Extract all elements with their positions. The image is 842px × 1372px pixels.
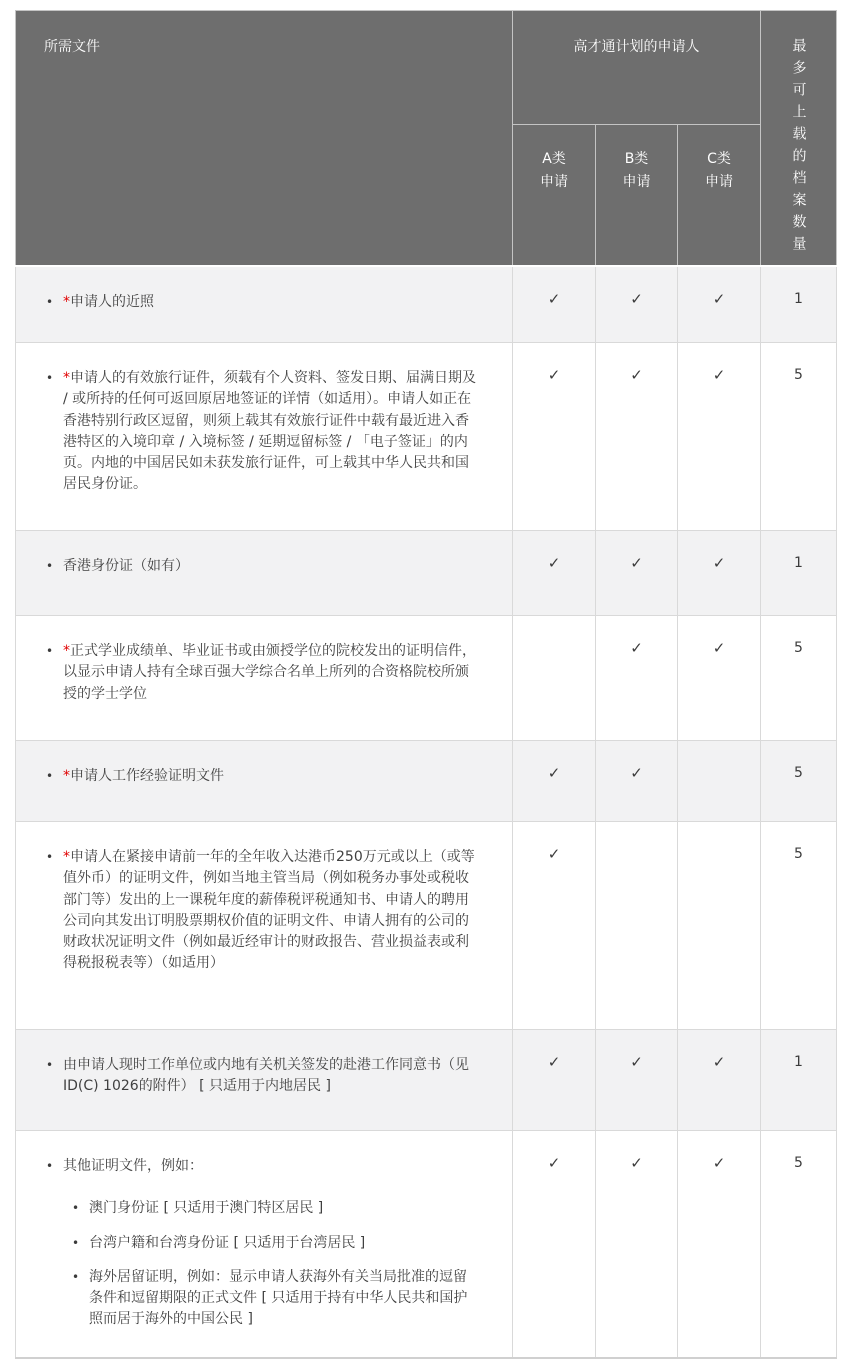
checkmark: ✓ [712,639,726,657]
sub-item-text: 台湾户籍和台湾身份证 [ 只适用于台湾居民 ] [89,1234,366,1251]
doc-cell [16,1131,513,1358]
type-c-line2: 申请 [705,174,733,191]
check-cell-c [678,531,761,616]
check-cell-a [513,741,596,822]
check-cell-b [596,343,678,531]
bullet-icon: • [72,1235,80,1250]
table-row [16,616,837,741]
max-files-value: 5 [794,1155,803,1171]
document-text [63,766,224,787]
document-label: 申请人的有效旅行证件，须载有个人资料、签发日期、届满日期及 / 或所持的任何可返回原居地签证的详情（如适用）。申请人如正在香港特别行政区逗留，则须上载其有效旅行证件中载有最近进入香港特区的入境印章 / 入境标签 / 延期逗留标签 / 「电子签证」的内页。内地的中国居民如未获发旅行证件，可上载其中华人民共和国居民身份证。 [63,370,476,493]
check-cell-c [678,616,761,741]
bullet-icon: • [46,1159,54,1173]
column-header-max-files [761,11,837,266]
max-files-value: 1 [794,1054,803,1070]
max-files-value: 5 [794,640,803,656]
document-text [63,641,478,705]
document-text [63,556,189,577]
checkmark: ✓ [547,366,561,384]
table-row [16,822,837,1030]
document-text [63,847,478,975]
requirements-table [15,10,837,1359]
max-files-value: 5 [794,367,803,383]
other-documents-sublist [72,1198,478,1330]
bullet-icon: • [46,559,54,573]
check-cell-b [596,1131,678,1358]
sub-list-item [72,1267,478,1331]
document-text [63,292,154,313]
checkmark: ✓ [630,1053,643,1071]
check-cell-a [513,616,596,741]
column-header-type-a [513,125,596,266]
document-label: 正式学业成绩单、毕业证书或由颁授学位的院校发出的证明信件，以显示申请人持有全球百强大学综合名单上所列的合资格院校所颁授的学士学位 [63,643,476,702]
check-cell-c [678,1131,761,1358]
doc-cell [16,343,513,531]
doc-cell [16,266,513,343]
checkmark: ✓ [630,289,643,308]
check-cell-a [513,822,596,1030]
required-asterisk: * [63,643,70,659]
column-header-type-b [596,125,678,266]
bullet-icon: • [72,1269,80,1284]
bullet-icon: • [46,1058,54,1072]
column-header-applicants-group: 高才通计划的申请人 [513,11,761,125]
check-cell-b [596,741,678,822]
check-cell-b [596,531,678,616]
doc-cell [16,741,513,822]
check-cell-c [678,741,761,822]
check-cell-a [513,1131,596,1358]
table-row [16,1030,837,1131]
check-cell-a [513,1030,596,1131]
table-row [16,531,837,616]
max-files-value: 5 [794,846,803,862]
check-cell-c [678,343,761,531]
bullet-icon: • [46,294,54,309]
type-b-line1: B类 [624,151,649,167]
check-cell-c [678,266,761,343]
required-asterisk: * [63,370,70,386]
doc-cell [16,531,513,616]
column-header-type-c [678,125,761,266]
doc-cell [16,616,513,741]
max-files-cell [761,822,837,1030]
check-cell-a [513,266,596,343]
checkmark: ✓ [712,1154,726,1172]
bullet-icon: • [46,371,54,385]
document-label: 申请人的近照 [70,293,154,310]
doc-cell [16,822,513,1030]
required-asterisk: * [63,849,70,865]
check-cell-b [596,1030,678,1131]
max-files-vertical-label: 最多可上载的档案数量 [790,38,807,258]
table-row [16,343,837,531]
required-asterisk: * [63,293,70,310]
check-cell-a [513,343,596,531]
document-label: 申请人工作经验证明文件 [70,768,224,784]
document-text [63,368,478,496]
max-files-value: 1 [794,555,803,571]
bullet-icon: • [46,644,54,658]
document-text [63,1156,203,1177]
checkmark: ✓ [712,289,726,308]
checkmark: ✓ [630,554,643,572]
sub-list-item [72,1198,478,1219]
table-row [16,741,837,822]
required-asterisk: * [63,768,70,784]
document-label: 申请人在紧接申请前一年的全年收入达港币250万元或以上（或等值外币）的证明文件，例如当地主管当局（例如税务办事处或税收部门等）发出的上一课税年度的薪俸税评税通知书、申请人的聘用公司向其发出订明股票期权价值的证明文件、申请人拥有的公司的财政状况证明文件（例如最近经审计的财政报告、营业损益表或利得税报税表等）（如适用） [63,849,475,972]
max-files-cell [761,1131,837,1358]
sub-list-item [72,1233,478,1254]
max-files-cell [761,531,837,616]
type-b-line2: 申请 [622,174,651,191]
max-files-value: 5 [794,765,803,781]
checkmark: ✓ [630,639,643,657]
checkmark: ✓ [630,366,643,384]
checkmark: ✓ [712,366,726,384]
max-files-cell [761,616,837,741]
check-cell-b [596,266,678,343]
max-files-cell [761,343,837,531]
type-a-line1: A类 [542,151,566,167]
document-label: 其他证明文件，例如： [63,1158,203,1174]
sub-item-text: 海外居留证明，例如：显示申请人获海外有关当局批准的逗留条件和逗留期限的正式文件 [ 只适用于持有中华人民共和国护照而居于海外的中国公民 ] [89,1268,468,1328]
doc-cell [16,1030,513,1131]
document-text [63,1055,478,1098]
bullet-icon: • [46,850,54,864]
type-c-line1: C类 [707,151,731,167]
sub-item-text: 澳门身份证 [ 只适用于澳门特区居民 ] [89,1200,324,1217]
table-row [16,1131,837,1358]
check-cell-a [513,531,596,616]
checkmark: ✓ [547,289,561,308]
checkmark: ✓ [547,554,561,572]
table-row [16,266,837,343]
checkmark: ✓ [712,554,726,572]
checkmark: ✓ [630,764,643,782]
document-label: 由申请人现时工作单位或内地有关机关签发的赴港工作同意书（见ID(C) 1026的附件） [ 只适用于内地居民 ] [63,1057,469,1095]
max-files-cell [761,266,837,343]
max-files-cell [761,741,837,822]
bullet-icon: • [72,1201,80,1216]
check-cell-c [678,1030,761,1131]
max-files-cell [761,1030,837,1131]
check-cell-b [596,616,678,741]
max-files-value: 1 [794,290,803,307]
type-a-line2: 申请 [540,174,568,191]
checkmark: ✓ [547,1154,561,1172]
check-cell-c [678,822,761,1030]
check-cell-b [596,822,678,1030]
checkmark: ✓ [547,1053,561,1071]
document-label: 香港身份证（如有） [63,558,189,574]
bullet-icon: • [46,769,54,783]
column-header-required-documents: 所需文件 [16,11,513,266]
checkmark: ✓ [630,1154,643,1172]
checkmark: ✓ [547,764,561,782]
checkmark: ✓ [547,845,561,863]
checkmark: ✓ [712,1053,726,1071]
